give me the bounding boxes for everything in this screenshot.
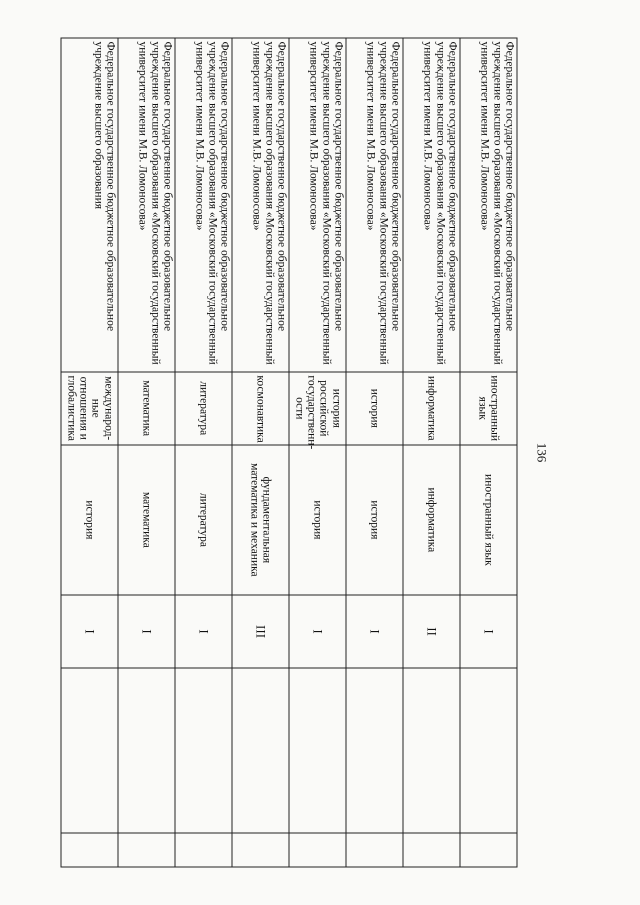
empty-cell [460,833,517,867]
empty-cell [346,833,403,867]
rotated-page [65,37,558,867]
empty-cell [460,667,517,832]
org-cell: Федеральное государственное бюджетное образовательное учреждение высшего образования «Московский государственный университет имени М.В. Ломоносова» [232,38,289,372]
olympiad-table [61,37,518,867]
table-row [232,38,289,867]
level-cell: I [346,595,403,668]
profile-cell: математика [118,444,175,595]
subject-cell: космонавтика [232,371,289,444]
table-row [61,38,118,867]
org-cell: Федеральное государственное бюджетное образовательное учреждение высшего образования [61,38,118,372]
table-row [118,38,175,867]
profile-cell: история [61,444,118,595]
profile-cell: история [289,444,346,595]
empty-cell [118,833,175,867]
subject-cell: информатика [403,371,460,444]
table-row [289,38,346,867]
profile-cell: фундаментальная математика и механика [232,444,289,595]
level-cell: I [61,595,118,668]
level-cell: I [289,595,346,668]
profile-cell: информатика [403,444,460,595]
level-cell: I [175,595,232,668]
table-row [346,38,403,867]
org-cell: Федеральное государственное бюджетное образовательное учреждение высшего образования «Московский государственный университет имени М.В. Ломоносова» [118,38,175,372]
org-cell: Федеральное государственное бюджетное образовательное учреждение высшего образования «Московский государственный университет имени М.В. Ломоносова» [403,38,460,372]
empty-cell [175,667,232,832]
org-cell: Федеральное государственное бюджетное образовательное учреждение высшего образования «Московский государственный университет имени М.В. Ломоносова» [175,38,232,372]
table-row [460,38,517,867]
profile-cell: иностранный язык [460,444,517,595]
empty-cell [118,667,175,832]
empty-cell [232,833,289,867]
table-row [403,38,460,867]
empty-cell [61,833,118,867]
page-number: 136 [534,442,550,462]
org-cell: Федеральное государственное бюджетное образовательное учреждение высшего образования «Московский государственный университет имени М.В. Ломоносова» [289,38,346,372]
empty-cell [232,667,289,832]
empty-cell [289,667,346,832]
table-row [175,38,232,867]
subject-cell: литература [175,371,232,444]
empty-cell [403,833,460,867]
subject-cell: иностранный язык [460,371,517,444]
empty-cell [403,667,460,832]
subject-cell: математика [118,371,175,444]
empty-cell [346,667,403,832]
profile-cell: литература [175,444,232,595]
empty-cell [175,833,232,867]
profile-cell: история [346,444,403,595]
level-cell: II [403,595,460,668]
subject-cell: история российской государственн-ости [289,371,346,444]
org-cell: Федеральное государственное бюджетное образовательное учреждение высшего образования «Московский государственный университет имени М.В. Ломоносова» [460,38,517,372]
empty-cell [289,833,346,867]
level-cell: I [460,595,517,668]
level-cell: III [232,595,289,668]
level-cell: I [118,595,175,668]
org-cell: Федеральное государственное бюджетное образовательное учреждение высшего образования «Московский государственный университет имени М.В. Ломоносова» [346,38,403,372]
subject-cell: международ-ные отношения и глобалистика [61,371,118,444]
empty-cell [61,667,118,832]
subject-cell: история [346,371,403,444]
